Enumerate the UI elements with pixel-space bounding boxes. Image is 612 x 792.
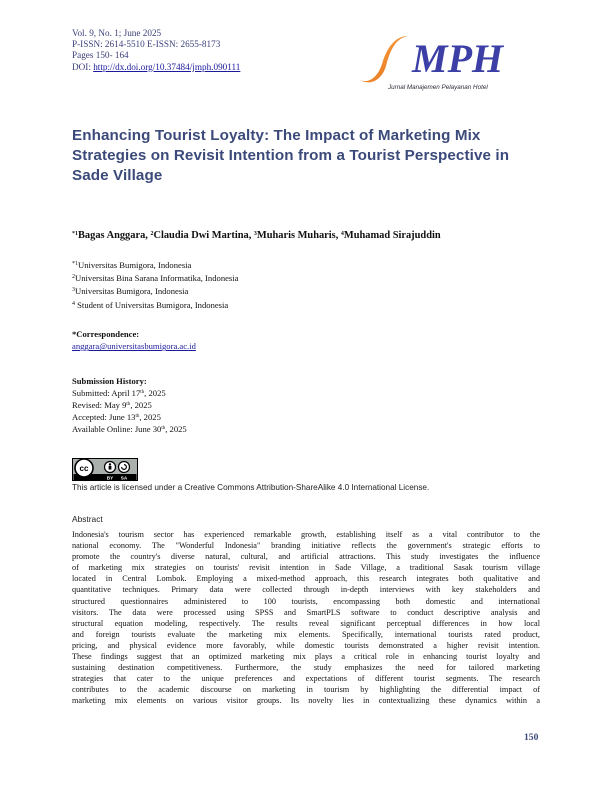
abstract-line: structured questionnaires administered to 100 tourists, encompassing both domestic and international — [72, 596, 540, 606]
issn-line: P-ISSN: 2614-5510 E-ISSN: 2655-8173 — [72, 39, 221, 50]
abstract-line: contributes to the academic discourse on marketing in tourism by highlighting the differential impact of — [72, 685, 540, 695]
abstract-line: national economy. The "Wonderful Indonesia" branding initiative reflects the government's strategic efforts to — [72, 541, 540, 551]
abstract-line: promote the country's diverse natural, cultural, and artificial attractions. This study investigates the influence — [72, 552, 540, 562]
svg-text:BY: BY — [106, 475, 114, 481]
submission-history — [72, 375, 187, 435]
jmph-logo-mark — [356, 32, 542, 88]
page-number: 150 — [524, 732, 539, 743]
author-list — [72, 230, 441, 241]
volume-line: Vol. 9, No. 1; June 2025 — [72, 28, 162, 38]
author-marker: *1 — [72, 231, 78, 237]
author-marker: 2 — [150, 231, 154, 237]
abstract-line: Indonesia's tourism sector has experienced remarkable growth, establishing itself as a vital contributor to the — [72, 530, 540, 539]
history-item: Available Online: June 30th, 2025 — [72, 424, 187, 434]
abstract-line: sustaining destination competitiveness. Furthermore, the study emphasizes the need for tailored marketing — [72, 663, 540, 673]
affiliation-list — [72, 258, 238, 311]
article-title: Enhancing Tourist Loyalty: The Impact of Marketing Mix Strategies on Revisit Intention from a Tourist Perspective in Sade Village — [72, 127, 510, 184]
sa-icon — [119, 462, 130, 473]
abstract-line: marketing mix elements on various visitor groups. Its novelty lies in contextualizing these dynamics within a — [72, 696, 540, 706]
correspondence-email[interactable]: anggara@universitasbumigora.ac.id — [72, 341, 196, 352]
license-text: This article is licensed under a Creative Commons Attribution-ShareAlike 4.0 International License. — [72, 483, 430, 492]
journal-tagline: Jurnal Manajemen Pelayanan Hotel — [388, 84, 488, 91]
author-name: Muharis Muharis, — [256, 230, 341, 241]
abstract-line: and foreign tourists evaluate the marketing mix elements. Specifically, international tourists rated product, — [72, 629, 540, 639]
author-marker: 3 — [253, 231, 257, 237]
abstract-line: pricing, and physical evidence more favorably, while domestic tourists demonstrated a higher revisit intention. — [72, 640, 540, 650]
abstract-line: strategies that cater to the unique preferences and expectations of different tourist segments. The research — [72, 674, 540, 684]
history-item: Accepted: June 13th, 2025 — [72, 412, 161, 422]
author-name: Claudia Dwi Martina, — [153, 230, 254, 241]
abstract-line: structural equation modeling, respectively. The results reveal significant perceptual differences in how local — [72, 618, 540, 628]
doi-line — [72, 62, 240, 73]
author-name: Muhamad Sirajuddin — [343, 230, 441, 241]
svg-text:MPH: MPH — [412, 36, 504, 81]
svg-text:cc: cc — [79, 464, 89, 473]
pages-line: Pages 150- 164 — [72, 50, 129, 61]
correspondence-block — [72, 328, 196, 352]
svg-text:SA: SA — [120, 475, 128, 481]
doi-link[interactable]: http://dx.doi.org/10.37484/jmph.090111 — [93, 61, 241, 72]
affiliation-item: $^{*1}$Universitas Bumigora, Indonesia — [72, 260, 192, 270]
abstract-line: These findings suggest that an optimized marketing mix plays a critical role in enhancing tourist loyalty and — [72, 652, 540, 662]
abstract-heading: Abstract — [72, 514, 103, 524]
cc-license-badge[interactable] — [72, 458, 138, 481]
journal-meta — [72, 28, 240, 73]
history-item: Submitted: April 17th, 2025 — [72, 388, 166, 398]
author-name: Bagas Anggara, — [78, 230, 151, 241]
history-item: Revised: May 9th, 2025 — [72, 400, 152, 410]
history-heading: Submission History: — [72, 376, 147, 386]
correspondence-heading: *Correspondence: — [72, 329, 140, 339]
abstract-line: visitors. The data were processed using SPSS and SmartPLS software to conduct descriptive analysis and — [72, 607, 540, 617]
affiliation-item: $^2$Universitas Bina Sarana Informatika, Indonesia — [72, 273, 239, 284]
abstract-body — [72, 529, 540, 707]
abstract-line: of marketing mix strategies on tourists' revisit intention in Sade Village, a traditional Sasak tourism village — [72, 563, 540, 573]
abstract-line: quantitative techniques. Primary data were collected through in-depth interviews with key stakeholders and — [72, 585, 540, 595]
abstract-line: located in Central Lombok. Employing a mixed-method approach, this research integrates both qualitative and — [72, 574, 540, 584]
affiliation-item: $^4$ Student of Universitas Bumigora, Indonesia — [72, 299, 229, 310]
journal-logo — [356, 32, 542, 98]
author-marker: 4 — [340, 231, 344, 237]
doi-label: DOI: — [72, 61, 91, 72]
affiliation-item: $^3$Universitas Bumigora, Indonesia — [72, 286, 189, 297]
